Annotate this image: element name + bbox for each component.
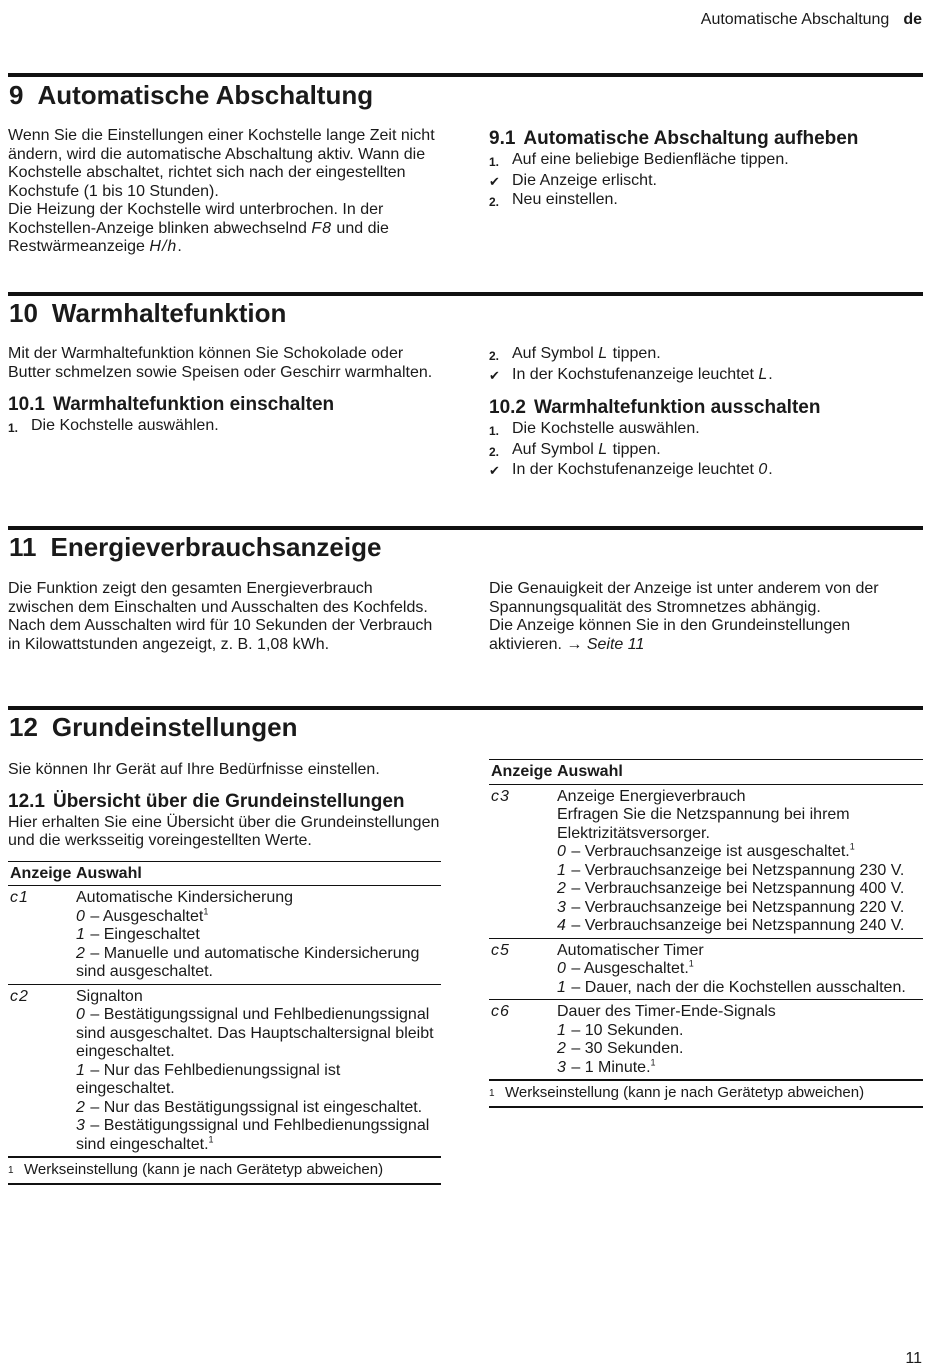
setting-code: c1 — [10, 889, 29, 906]
subsection-heading-10-2: 10.2 Warmhaltefunktion ausschalten — [489, 397, 821, 418]
option-text: – Verbrauchsanzeige bei Netzspannung 230 V. — [566, 861, 905, 879]
settings-table-left — [8, 861, 441, 1159]
setting-option — [76, 908, 441, 927]
setting-option — [76, 1099, 441, 1118]
option-symbol: 0 — [557, 843, 567, 860]
column-header: Auswahl — [76, 864, 142, 882]
option-symbol: 1 — [557, 1021, 567, 1039]
section-10-right — [489, 345, 923, 481]
setting-title: Automatische Kindersicherung — [76, 889, 294, 906]
setting-option — [557, 880, 923, 899]
option-text: – Manuelle und automatische Kindersicherung sind ausgeschaltet. — [76, 944, 420, 980]
step-item: 1. Die Kochstelle auswählen. — [8, 417, 219, 435]
paragraph: Die Heizung der Kochstelle wird unterbrochen. In der Kochstellen-Anzeige blinken abwechselnd F8 und die Restwärmeanzeige H/h. — [8, 201, 389, 255]
setting-code-cell — [489, 938, 555, 1000]
header-language: de — [903, 11, 922, 28]
page-reference-link[interactable]: → Seite 11 — [566, 635, 645, 653]
setting-option — [557, 843, 923, 862]
setting-code: c6 — [491, 1003, 510, 1020]
section-11-right — [489, 580, 923, 654]
section-number: 10 — [9, 298, 38, 328]
step-text: Neu einstellen. — [512, 191, 618, 208]
option-symbol: 1 — [557, 978, 567, 996]
table-footnote: 1 Werkseinstellung (kann je nach Gerätetyp abweichen) — [8, 1158, 441, 1185]
setting-code: c5 — [491, 941, 510, 959]
footnote-marker: 1 — [849, 841, 855, 852]
header-title: Automatische Abschaltung — [700, 11, 890, 28]
section-title: Warmhaltefunktion — [51, 298, 287, 328]
column-header: Auswahl — [557, 763, 623, 780]
option-symbol: 3 — [557, 1058, 567, 1076]
option-symbol: 1 — [557, 861, 567, 879]
section-number: 12 — [9, 712, 38, 742]
setting-selection-cell — [74, 984, 441, 1157]
option-text: – Nur das Bestätigungssignal ist eingeschaltet. — [85, 1098, 423, 1116]
paragraph: Die Anzeige können Sie in den Grundeinstellungen aktivieren. → Seite 11 — [489, 617, 851, 653]
step-list — [489, 151, 923, 212]
section-number: 9 — [9, 80, 24, 110]
setting-option — [76, 926, 441, 945]
setting-title: Signalton — [76, 987, 143, 1005]
setting-option — [557, 1022, 923, 1041]
section-rule — [8, 526, 923, 530]
subsection-heading-12-1: 12.1 Übersicht über die Grundeinstellungen — [8, 790, 405, 812]
option-text: – Ausgeschaltet — [85, 907, 204, 925]
subsection-heading-9-1: 9.1 Automatische Abschaltung aufheben — [489, 128, 859, 149]
step-text: Die Anzeige erlischt. — [512, 171, 657, 189]
step-item: 2. Auf Symbol L tippen. — [489, 440, 661, 459]
option-text: – Nur das Fehlbedienungssignal ist eingeschaltet. — [76, 1061, 341, 1097]
option-symbol: 1 — [76, 1061, 86, 1079]
option-symbol: 2 — [76, 944, 86, 962]
section-9-left — [8, 127, 436, 257]
option-text: – Ausgeschaltet. — [566, 960, 689, 977]
footnote-marker: 1 — [203, 906, 209, 917]
setting-option — [557, 899, 923, 918]
section-rule — [8, 706, 923, 710]
setting-code: c2 — [10, 987, 29, 1005]
display-symbol: H/h — [149, 238, 178, 255]
setting-selection-cell — [555, 1000, 923, 1081]
setting-selection-cell — [74, 886, 441, 985]
check-icon: ✔ — [489, 463, 500, 478]
setting-option — [557, 979, 923, 998]
option-symbol: 2 — [557, 880, 567, 897]
step-item: 1. Die Kochstelle auswählen. — [489, 420, 700, 438]
option-text: – Verbrauchsanzeige bei Netzspannung 220 V. — [566, 898, 905, 916]
footnote-marker: 1 — [650, 1057, 656, 1068]
setting-option — [557, 917, 923, 936]
step-text: Auf eine beliebige Bedienfläche tippen. — [512, 151, 789, 168]
paragraph: Wenn Sie die Einstellungen einer Kochstelle lange Zeit nicht ändern, wird die automatische Abschaltung aktiv. Wann die Kochstelle abschaltet, richtet sich nach der eingestellten Kochstufe (1 bis 10 Stunden). — [8, 127, 435, 200]
setting-option — [76, 1006, 441, 1062]
setting-code-cell — [8, 886, 74, 985]
result-item — [489, 172, 923, 192]
table-row — [489, 938, 923, 1000]
option-symbol: 2 — [76, 1098, 86, 1116]
footnote-marker: 1 — [208, 1134, 214, 1145]
table-row — [489, 1000, 923, 1081]
paragraph: Die Genauigkeit der Anzeige ist unter anderem von der Spannungsqualität des Stromnetzes abhängig. — [489, 580, 879, 616]
section-number: 11 — [9, 532, 37, 562]
table-row — [8, 984, 441, 1157]
page-number: 11 — [905, 1350, 922, 1367]
option-text: – 1 Minute. — [566, 1058, 651, 1076]
setting-option — [557, 1059, 923, 1078]
option-text: – Bestätigungssignal und Fehlbedienungssignal sind eingeschaltet. — [76, 1117, 430, 1153]
check-icon: ✔ — [489, 173, 500, 189]
setting-title: Anzeige Energieverbrauch — [557, 787, 746, 805]
option-text: – Verbrauchsanzeige bei Netzspannung 400 V. — [566, 880, 905, 897]
result-item: ✔ In der Kochstufenanzeige leuchtet L. — [489, 366, 923, 386]
subsection-heading-10-1: 10.1 Warmhaltefunktion einschalten — [8, 394, 335, 415]
display-symbol: F8 — [311, 219, 332, 237]
option-symbol: 0 — [76, 907, 86, 925]
step-number: 1. — [489, 155, 500, 169]
column-header: Anzeige — [491, 763, 553, 780]
step-item: 2. Auf Symbol L tippen. — [489, 345, 661, 363]
step-item — [489, 151, 923, 172]
section-rule — [8, 73, 923, 77]
display-symbol: L — [598, 345, 609, 362]
option-text: – 30 Sekunden. — [566, 1040, 684, 1057]
section-rule — [8, 292, 923, 296]
option-text: – Dauer, nach der die Kochstellen ausschalten. — [566, 978, 906, 996]
option-symbol: 1 — [76, 926, 86, 943]
option-text: – Bestätigungssignal und Fehlbedienungssignal sind ausgeschaltet. Das Hauptschaltersignal bleibt eingeschaltet. — [76, 1006, 434, 1060]
option-symbol: 0 — [76, 1006, 86, 1023]
running-header — [701, 11, 922, 29]
section-heading-12 — [9, 712, 298, 743]
section-11-left — [8, 580, 442, 654]
step-number: 2. — [489, 195, 500, 209]
section-12-left — [8, 761, 441, 1185]
setting-code-cell — [489, 1000, 555, 1081]
table-row — [489, 784, 923, 938]
section-title: Grundeinstellungen — [51, 712, 298, 742]
display-symbol: L — [758, 365, 769, 383]
display-symbol: L — [598, 440, 609, 458]
option-symbol: 4 — [557, 917, 567, 934]
setting-option — [557, 1040, 923, 1059]
footnote-marker: 1 — [688, 958, 694, 969]
section-10-left — [8, 345, 436, 438]
paragraph: Hier erhalten Sie eine Übersicht über die Grundeinstellungen und die werksseitig voreingestellten Werte. — [8, 813, 440, 849]
setting-option — [76, 1062, 441, 1099]
setting-title: Dauer des Timer-Ende-Signals — [557, 1003, 776, 1020]
option-symbol: 3 — [557, 898, 567, 916]
option-symbol: 2 — [557, 1040, 567, 1057]
setting-option — [76, 1117, 441, 1154]
option-symbol: 3 — [76, 1117, 86, 1134]
setting-title: Automatischer Timer — [557, 941, 704, 959]
setting-code-cell — [489, 784, 555, 938]
section-12-right — [489, 759, 923, 1108]
setting-code: c3 — [491, 787, 510, 805]
column-header: Anzeige — [10, 864, 72, 882]
option-text: – 10 Sekunden. — [566, 1021, 684, 1039]
section-title: Energieverbrauchsanzeige — [50, 532, 382, 562]
section-title: Automatische Abschaltung — [37, 80, 374, 110]
paragraph: Nach dem Ausschalten wird für 10 Sekunden der Verbrauch in Kilowattstunden angezeigt, z. B. 1,08 kWh. — [8, 617, 433, 653]
settings-table-right — [489, 759, 923, 1081]
paragraph: Die Funktion zeigt den gesamten Energieverbrauch zwischen dem Einschalten und Ausschalten des Kochfelds. — [8, 580, 428, 616]
setting-option — [557, 960, 923, 979]
option-symbol: 0 — [557, 960, 567, 977]
option-text: – Verbrauchsanzeige ist ausgeschaltet. — [566, 843, 850, 860]
setting-selection-cell — [555, 784, 923, 938]
check-icon: ✔ — [489, 367, 500, 383]
table-footnote: 1 Werkseinstellung (kann je nach Gerätetyp abweichen) — [489, 1081, 923, 1108]
setting-code-cell — [8, 984, 74, 1157]
section-heading-11 — [9, 532, 381, 563]
paragraph: Sie können Ihr Gerät auf Ihre Bedürfnisse einstellen. — [8, 761, 380, 778]
setting-intro: Erfragen Sie die Netzspannung bei ihrem Elektrizitätsversorger. — [557, 806, 850, 842]
option-text: – Eingeschaltet — [85, 926, 200, 943]
step-item — [489, 191, 923, 212]
section-9-right — [489, 127, 923, 212]
section-heading-10 — [9, 298, 286, 329]
setting-option — [76, 945, 441, 982]
setting-selection-cell — [555, 938, 923, 1000]
option-text: – Verbrauchsanzeige bei Netzspannung 240 V. — [566, 917, 905, 934]
section-heading-9 — [9, 80, 373, 111]
display-symbol: 0 — [758, 461, 769, 478]
result-item: ✔ In der Kochstufenanzeige leuchtet 0. — [489, 461, 923, 481]
paragraph: Mit der Warmhaltefunktion können Sie Schokolade oder Butter schmelzen sowie Speisen oder Geschirr warmhalten. — [8, 345, 433, 381]
setting-option — [557, 862, 923, 881]
table-row — [8, 886, 441, 985]
